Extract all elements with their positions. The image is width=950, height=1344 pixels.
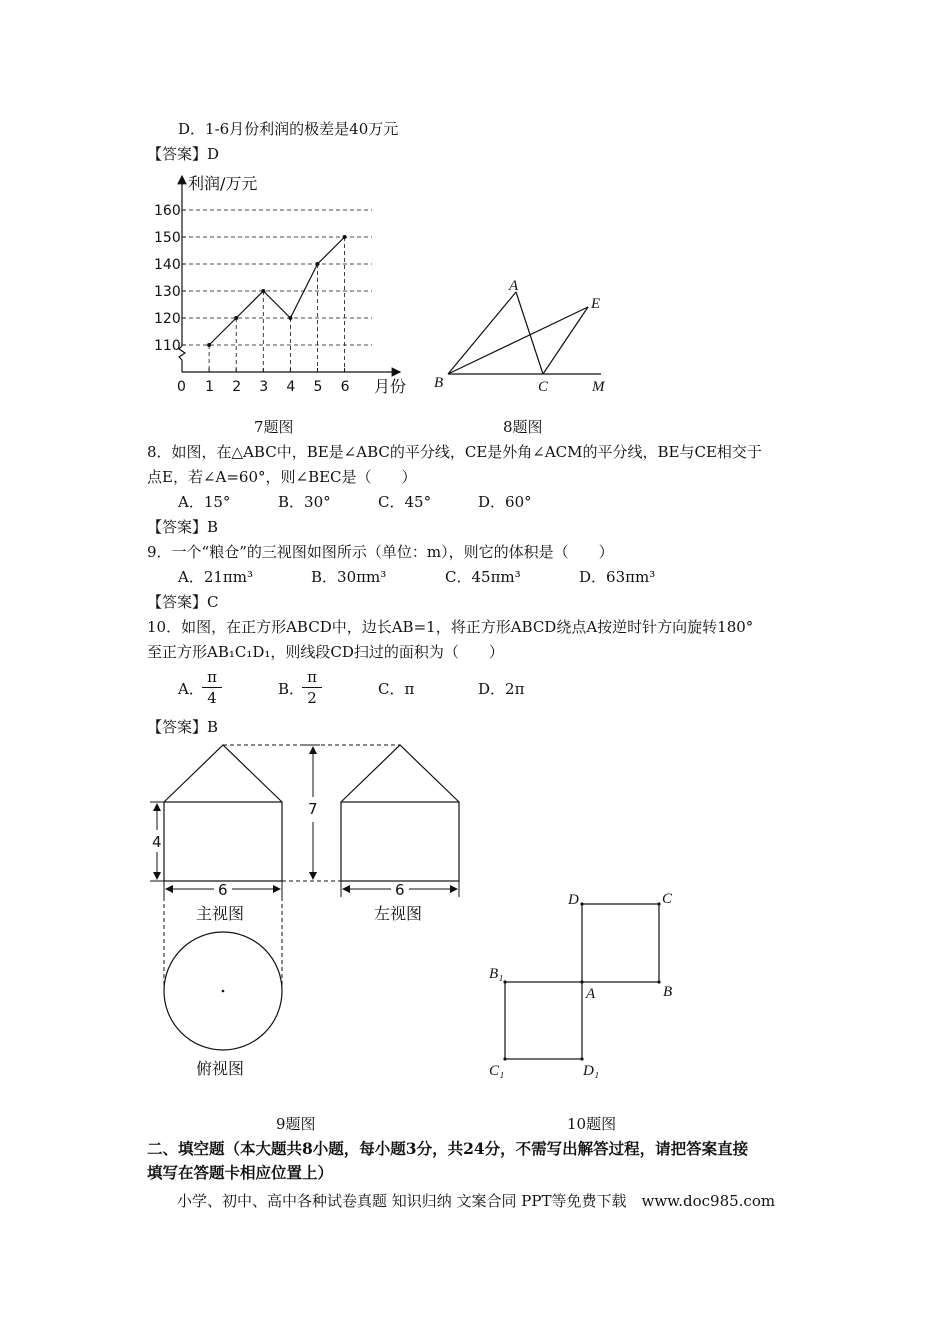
q10-label-d1: D₁ <box>583 1063 600 1079</box>
q10-label-c: C <box>662 891 673 907</box>
q10-option-a-numerator: π <box>202 667 222 688</box>
q8-label-b: B <box>434 375 444 391</box>
q10-label-a: A <box>586 986 596 1002</box>
q7-caption: 7题图 <box>254 418 294 436</box>
q8-stem-line2: 点E，若∠A=60°，则∠BEC是（ ） <box>147 468 417 486</box>
q8-answer: 【答案】B <box>147 518 219 536</box>
x-tick-label: 3 <box>259 379 269 395</box>
q9-dim-height: 4 <box>152 833 162 851</box>
q9-dim-width-side: 6 <box>395 881 405 899</box>
q10-label-b1: B₁ <box>489 966 504 982</box>
q10-option-c: C．π <box>378 680 415 698</box>
page-footer: 小学、初中、高中各种试卷真题 知识归纳 文案合同 PPT等免费下载 www.doc985.com <box>177 1192 776 1210</box>
q8-option-c: C．45° <box>378 493 432 511</box>
x-tick-label: 6 <box>340 379 350 395</box>
q10-answer: 【答案】B <box>147 718 219 736</box>
y-tick-label: 110 <box>154 338 181 354</box>
section2-heading-line1: 二、填空题（本大题共8小题，每小题3分，共24分，不需写出解答过程，请把答案直接 <box>147 1139 749 1158</box>
q10-stem-line2: 至正方形AB₁C₁D₁，则线段CD扫过的面积为（ ） <box>147 643 504 661</box>
q9-front-view-label: 主视图 <box>196 904 245 923</box>
q10-label-b: B <box>663 984 673 1000</box>
q8-option-d: D．60° <box>478 493 532 511</box>
q10-option-b-prefix: B． <box>278 680 305 698</box>
q9-caption: 9题图 <box>276 1115 316 1133</box>
q9-option-a: A．21πm³ <box>178 568 254 586</box>
q9-stem: 9．一个“粮仓”的三视图如图所示（单位：m），则它的体积是（ ） <box>147 543 614 561</box>
q8-option-b: B．30° <box>278 493 331 511</box>
q9-option-c: C．45πm³ <box>445 568 521 586</box>
q7-option-d: D．1-6月份利润的极差是40万元 <box>178 120 399 138</box>
section2-heading-line2: 填写在答题卡相应位置上） <box>147 1163 334 1182</box>
q10-option-b-denominator: 2 <box>307 689 317 707</box>
x-axis-label: 月份 <box>374 377 407 396</box>
q8-option-a: A．15° <box>178 493 231 511</box>
q9-side-view-label: 左视图 <box>374 904 423 923</box>
y-axis-label: 利润/万元 <box>188 174 258 193</box>
y-tick-label: 160 <box>154 203 181 219</box>
q10-option-b-numerator: π <box>302 667 322 688</box>
q8-stem-line1: 8．如图，在△ABC中，BE是∠ABC的平分线，CE是外角∠ACM的平分线，BE与CE相交于 <box>147 443 762 461</box>
x-tick-label: 5 <box>313 379 323 395</box>
x-tick-label: 4 <box>286 379 296 395</box>
y-tick-label: 150 <box>154 230 181 246</box>
q8-label-a: A <box>509 278 519 294</box>
q7-answer: 【答案】D <box>147 145 220 163</box>
q9-option-d: D．63πm³ <box>579 568 656 586</box>
q10-option-a-denominator: 4 <box>207 689 217 707</box>
y-tick-label: 140 <box>154 257 181 273</box>
q8-label-m: M <box>592 379 605 395</box>
q8-label-e: E <box>591 296 601 312</box>
q9-option-b: B．30πm³ <box>311 568 387 586</box>
q9-dim-width-front: 6 <box>218 881 228 899</box>
y-tick-label: 130 <box>154 284 181 300</box>
x-tick-label: 1 <box>205 379 215 395</box>
y-tick-label: 120 <box>154 311 181 327</box>
q10-label-d: D <box>568 892 579 908</box>
q8-caption: 8题图 <box>503 418 543 436</box>
q9-answer: 【答案】C <box>147 593 219 611</box>
q10-stem-line1: 10．如图，在正方形ABCD中，边长AB=1，将正方形ABCD绕点A按逆时针方向旋转180° <box>147 618 754 636</box>
q10-option-a-prefix: A． <box>178 680 204 698</box>
q10-option-d: D．2π <box>478 680 525 698</box>
q9-dim-total: 7 <box>308 800 318 818</box>
q9-top-view-label: 俯视图 <box>196 1059 245 1078</box>
q10-label-c1: C₁ <box>489 1063 505 1079</box>
q10-caption: 10题图 <box>567 1115 617 1133</box>
x-tick-label: 2 <box>232 379 242 395</box>
q8-label-c: C <box>538 379 549 395</box>
origin-label: 0 <box>177 379 186 395</box>
